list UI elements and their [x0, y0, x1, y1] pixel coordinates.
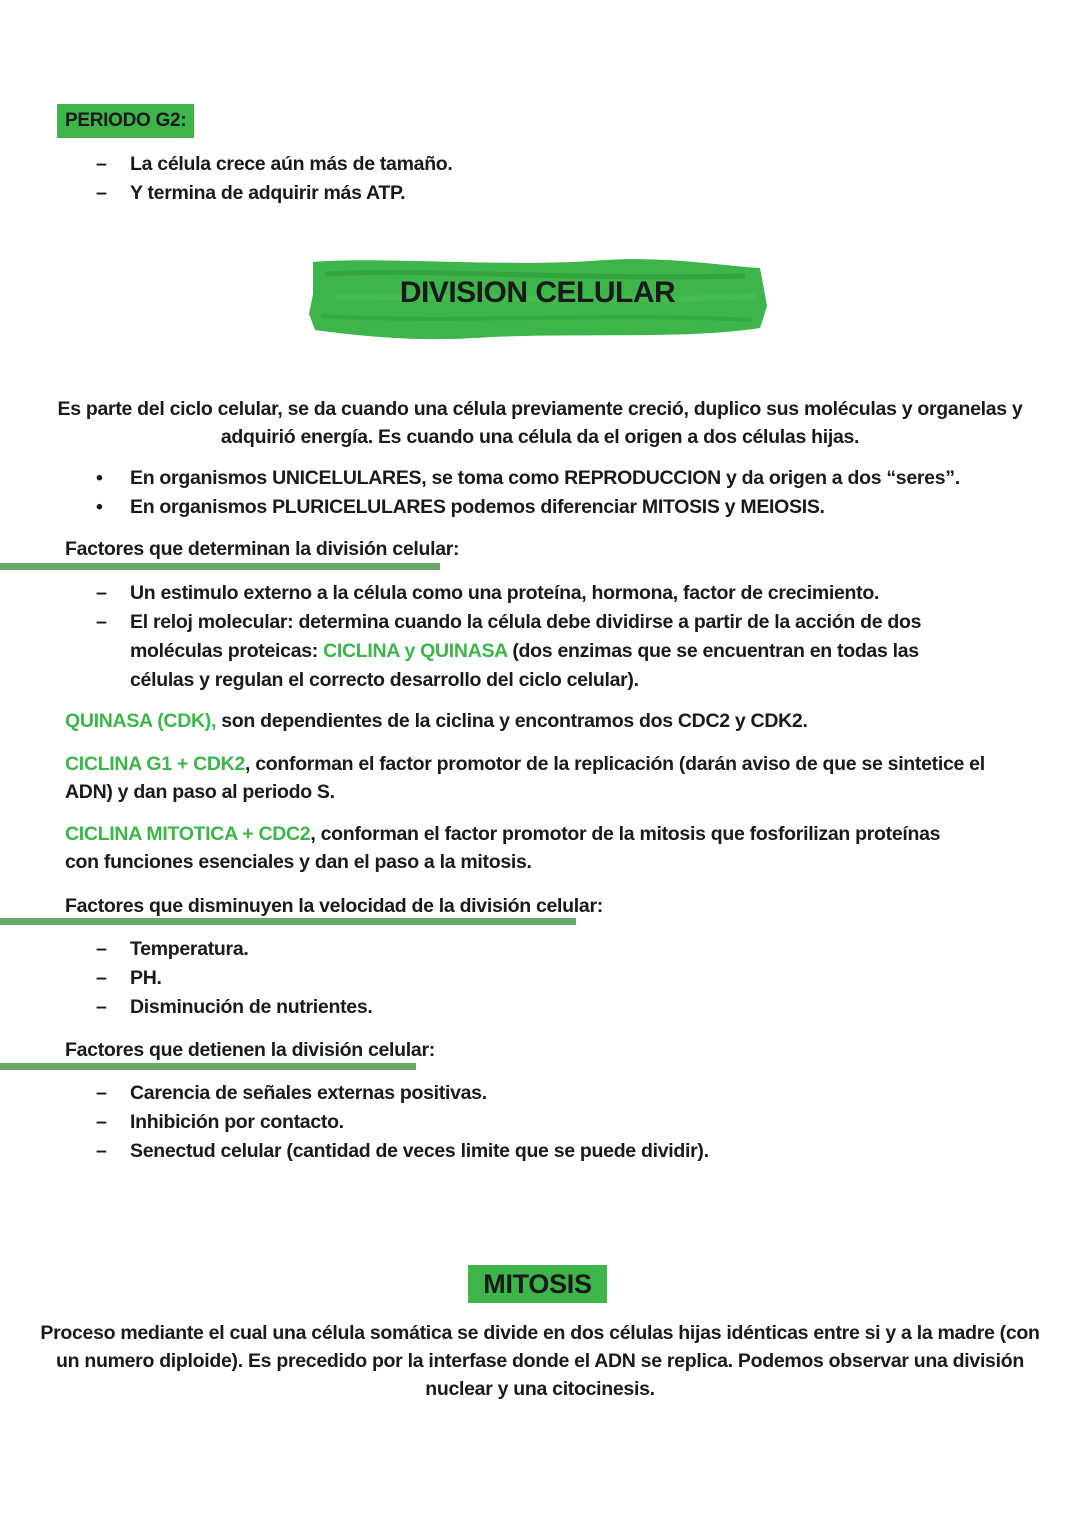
- list-item: • En organismos UNICELULARES, se toma como REPRODUCCION y da origen a dos “seres”.: [0, 464, 980, 493]
- mitosis-title: MITOSIS: [468, 1265, 607, 1303]
- division-celular-intro: Es parte del ciclo celular, se da cuando una célula previamente creció, duplico sus moléculas y organelas y adquirió energía. Es cuando una célula da el origen a dos células hijas.: [57, 398, 1023, 448]
- list-item: – Disminución de nutrientes.: [0, 993, 980, 1022]
- factores-detienen-list: [0, 1079, 980, 1166]
- division-celular-bullets: [0, 464, 980, 522]
- factores-disminuyen-list: [0, 935, 980, 1022]
- heading-underline: [0, 563, 440, 570]
- factores-determinan-list: [0, 579, 980, 695]
- list-item: – PH.: [0, 964, 980, 993]
- list-item: • En organismos PLURICELULARES podemos diferenciar MITOSIS y MEIOSIS.: [0, 493, 980, 522]
- heading-underline: [0, 1063, 416, 1070]
- list-item: – Temperatura.: [0, 935, 980, 964]
- list-item: – Carencia de señales externas positivas.: [0, 1079, 980, 1108]
- list-item: – Inhibición por contacto.: [0, 1108, 980, 1137]
- ciclina-mitotica-paragraph: CICLINA MITOTICA + CDC2, conforman el factor promotor de la mitosis que fosforilizan proteínas con funciones esenciales y dan el paso a la mitosis.: [65, 823, 941, 873]
- list-item: – Un estimulo externo a la célula como una proteína, hormona, factor de crecimiento.: [0, 579, 980, 608]
- mitosis-paragraph: Proceso mediante el cual una célula somática se divide en dos células hijas idénticas entre si y a la madre (con un numero diploide). Es precedido por la interfase donde el ADN se replica. Podemos observar una división nuclear y una citocinesis.: [40, 1322, 1040, 1400]
- list-item: – Senectud celular (cantidad de veces limite que se puede dividir).: [0, 1137, 980, 1166]
- factores-detienen-heading: Factores que detienen la división celular:: [65, 1039, 435, 1061]
- periodo-g2-list: [0, 150, 980, 208]
- periodo-g2-label: PERIODO G2:: [57, 104, 194, 138]
- factores-determinan-heading: Factores que determinan la división celular:: [65, 538, 460, 560]
- heading-underline: [0, 918, 576, 925]
- list-item: – El reloj molecular: determina cuando la célula debe dividirse a partir de la acción de dos moléculas proteicas: CICLINA y QUINASA (dos enzimas que se encuentran en todas las células y regulan el correcto desarrollo del ciclo celular).: [0, 608, 980, 695]
- quinasa-paragraph: QUINASA (CDK), son dependientes de la ciclina y encontramos dos CDC2 y CDK2.: [65, 710, 808, 732]
- ciclina-g1-paragraph: CICLINA G1 + CDK2, conforman el factor promotor de la replicación (darán aviso de que se sintetice el ADN) y dan paso al periodo S.: [65, 753, 985, 803]
- list-item: – La célula crece aún más de tamaño.: [0, 150, 980, 179]
- list-item: – Y termina de adquirir más ATP.: [0, 179, 980, 208]
- division-celular-title: DIVISION CELULAR: [399, 276, 676, 309]
- factores-disminuyen-heading: Factores que disminuyen la velocidad de la división celular:: [65, 895, 603, 917]
